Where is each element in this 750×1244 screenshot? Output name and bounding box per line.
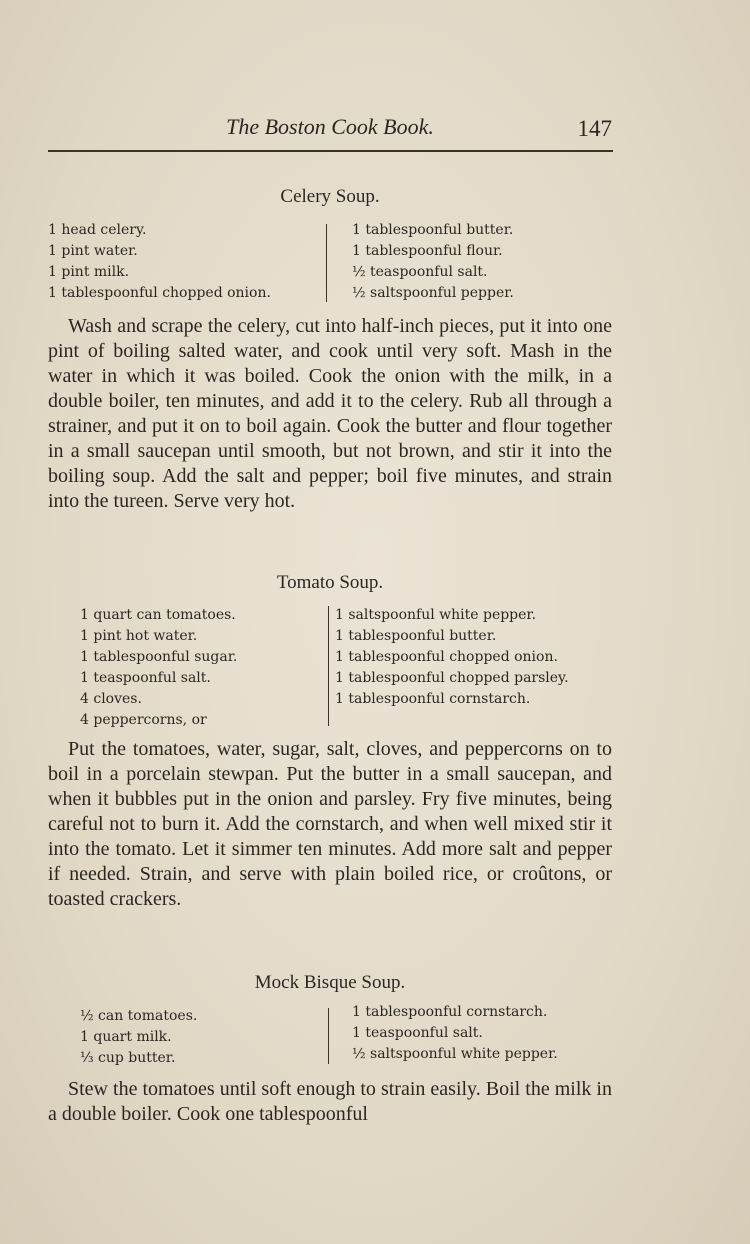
ingredient-item: ½ saltspoonful white pepper. bbox=[352, 1046, 558, 1062]
ingredient-item: 1 pint water. bbox=[48, 243, 138, 259]
ingredient-item: 4 cloves. bbox=[80, 691, 142, 707]
ingredient-item: 1 head celery. bbox=[48, 222, 147, 238]
ingredient-item: 1 teaspoonful salt. bbox=[80, 670, 211, 686]
ingredients-celery-right bbox=[352, 220, 514, 304]
ingredients-tomato-left bbox=[80, 605, 237, 731]
column-divider bbox=[328, 1008, 329, 1064]
ingredient-item: 1 pint hot water. bbox=[80, 628, 198, 644]
column-divider bbox=[328, 606, 329, 726]
ingredients-celery-left bbox=[48, 220, 271, 304]
header-rule bbox=[48, 150, 613, 152]
running-title: The Boston Cook Book. bbox=[226, 114, 434, 139]
ingredient-item: 1 tablespoonful butter. bbox=[352, 222, 514, 238]
ingredient-item: ½ saltspoonful pepper. bbox=[352, 285, 514, 301]
ingredients-tomato-right bbox=[335, 605, 569, 710]
page-header bbox=[48, 108, 612, 148]
column-divider bbox=[326, 224, 327, 302]
ingredient-item: 1 tablespoonful flour. bbox=[352, 243, 503, 259]
ingredient-item: 1 quart can tomatoes. bbox=[80, 607, 236, 623]
ingredient-item: ½ teaspoonful salt. bbox=[352, 264, 488, 280]
ingredients-bisque-right bbox=[352, 1002, 558, 1065]
recipe-text-bisque: Stew the tomatoes until soft enough to strain easily. Boil the milk in a double boiler. Cook one tablespoonful bbox=[48, 1078, 612, 1125]
recipe-text-celery: Wash and scrape the celery, cut into half-inch pieces, put it into one pint of boiling salted water, and cook until very soft. Mash in the water in which it was boiled. Cook the onion with the milk, in a double boiler, ten minutes, and add it to the celery. Rub all through a strainer, and put it on to boil again. Cook the butter and flour together in a small saucepan until smooth, but not brown, and stir it into the boiling soup. Add the salt and pepper; boil five minutes, and strain into the tureen. Serve very hot. bbox=[48, 315, 612, 512]
ingredient-item: 1 tablespoonful butter. bbox=[335, 628, 497, 644]
ingredient-item: 4 peppercorns, or bbox=[80, 712, 207, 728]
ingredient-item: ⅓ cup butter. bbox=[80, 1050, 176, 1066]
ingredient-item: 1 tablespoonful cornstarch. bbox=[335, 691, 531, 707]
page-number: 147 bbox=[577, 116, 612, 141]
recipe-text-tomato: Put the tomatoes, water, sugar, salt, cloves, and peppercorns on to boil in a porcelain stewpan. Put the butter in a small saucepan, and when it bubbles put in the onion and parsley. Fry five minutes, being careful not to burn it. Add the cornstarch, and when well mixed stir it into the tomato. Let it simmer ten minutes. Add more salt and pepper if needed. Strain, and serve with plain boiled rice, or croûtons, or toasted crackers. bbox=[48, 738, 612, 910]
ingredient-item: ½ can tomatoes. bbox=[80, 1008, 198, 1024]
ingredient-item: 1 tablespoonful sugar. bbox=[80, 649, 238, 665]
ingredient-item: 1 tablespoonful chopped onion. bbox=[48, 285, 271, 301]
ingredient-item: 1 quart milk. bbox=[80, 1029, 172, 1045]
recipe-title-bisque: Mock Bisque Soup. bbox=[254, 972, 406, 993]
ingredient-item: 1 pint milk. bbox=[48, 264, 130, 280]
recipe-title-tomato: Tomato Soup. bbox=[276, 572, 384, 593]
ingredient-item: 1 saltspoonful white pepper. bbox=[335, 607, 537, 623]
ingredient-item: 1 tablespoonful chopped onion. bbox=[335, 649, 558, 665]
recipe-title-celery: Celery Soup. bbox=[280, 186, 380, 207]
ingredient-item: 1 teaspoonful salt. bbox=[352, 1025, 483, 1041]
ingredients-bisque-left bbox=[80, 1006, 197, 1069]
ingredient-item: 1 tablespoonful cornstarch. bbox=[352, 1004, 548, 1020]
ingredient-item: 1 tablespoonful chopped parsley. bbox=[335, 670, 569, 686]
